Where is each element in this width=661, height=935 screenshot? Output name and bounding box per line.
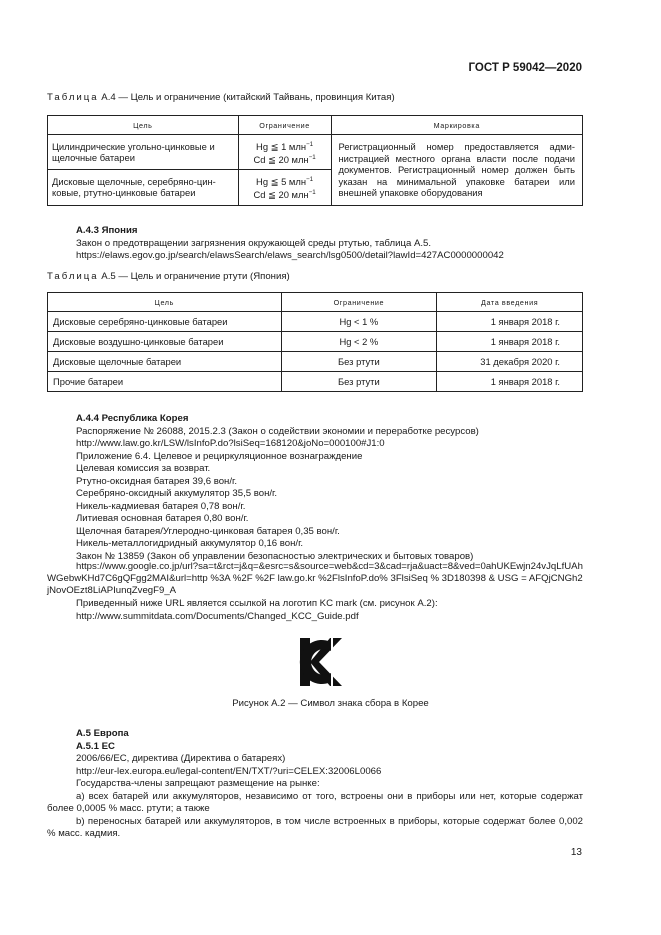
section-japan — [76, 225, 504, 263]
table-a4-header-row — [48, 116, 583, 135]
table-cell-goal: Дисковые щелочные, серебряно-цинковые, ртутно-цинковые батареи — [48, 170, 239, 205]
limit-exponent: −1 — [308, 154, 316, 162]
limit-cd: Cd ≦ 20 млн — [253, 154, 309, 166]
table-a5-header-goal: Цель — [48, 293, 282, 312]
table-a4-header-goal: Цель — [48, 116, 239, 135]
list-item: Закон № 13859 (Закон об управлении безопасностью электрических и бытовых товаров) — [76, 550, 474, 562]
list-item: Распоряжение № 26088, 2015.2.3 (Закон о содействии экономии и переработке ресурсов) — [76, 425, 479, 437]
limit-hg: Hg ≦ 5 млн — [256, 175, 307, 187]
table-a4-header-limit: Ограничение — [238, 116, 331, 135]
paragraph: Приведенный ниже URL является ссылкой на логотип KC mark (см. рисунок А.2): — [76, 598, 438, 609]
list-item: Приложение 6.4. Целевое и рециркуляционное вознаграждение — [76, 450, 363, 462]
table-cell-limit: Hg < 1 % — [281, 312, 437, 332]
table-row — [48, 332, 583, 352]
table-cell-limit: Hg < 2 % — [281, 332, 437, 352]
table-cell-goal: Дисковые воздушно-цинковые батареи — [48, 332, 282, 352]
table-cell-limit — [238, 170, 331, 205]
list-item: Целевая комиссия за возврат. — [76, 463, 211, 474]
figure-caption: Рисунок А.2 — Символ знака сбора в Корее — [232, 698, 429, 709]
table-cell-goal: Дисковые щелочные батареи — [48, 352, 282, 372]
europe-item-a: a) всех батарей или аккумуляторов, независимо от того, встроены они в приборы или нет, которые содержат более 0,0005 % масс. ртути; а также — [47, 791, 583, 814]
table-a4-caption-text: А.4 — Цель и ограничение (китайский Тайвань, провинция Китая) — [98, 92, 395, 103]
table-a4-caption-prefix: Таблица — [47, 92, 99, 103]
kc-mark-logo — [297, 634, 357, 695]
limit-hg: Hg ≦ 1 млн — [256, 140, 307, 152]
table-row — [48, 135, 583, 170]
section-korea — [76, 413, 479, 563]
list-item: Государства-члены запрещают размещение на рынке: — [76, 778, 320, 789]
table-cell-date: 31 декабря 2020 г. — [437, 352, 583, 372]
table-a5-header-date: Дата введения — [437, 293, 583, 312]
page-number: 13 — [570, 847, 582, 858]
table-cell-limit — [238, 135, 331, 170]
kc-mark-icon — [297, 634, 357, 690]
url-text: https://elaws.egov.go.jp/search/elawsSearch/elaws_search/lsg0500/detail?lawId=427AC0000000042 — [76, 250, 504, 261]
google-url-text: https://www.google.co.jp/url?sa=t&rct=j&q=&esrc=s&source=web&cd=3&cad=rja&uact=8&ved=0ahUKEwjn24vJqLfUAhWGebwKHd7C6gQFgg2MAI&url=http %3A %2F %2F law.go.kr %2FlsInfoP.do% 3FlsiSeq % 3D180398 & USG = AFQjCNGh2jNovOEzt8LiAPIunqZvegF9_A — [47, 561, 583, 596]
limit-exponent: −1 — [308, 189, 316, 197]
section-heading: А.4.3 Япония — [76, 225, 138, 236]
paragraph: Закон о предотвращении загрязнения окружающей среды ртутью, таблица А.5. — [76, 237, 432, 249]
list-item: Щелочная батарея/Углеродно-цинковая батарея 0,35 вон/г. — [76, 525, 340, 537]
table-a5-caption-text: А.5 — Цель и ограничение ртути (Япония) — [98, 271, 290, 282]
table-row — [48, 372, 583, 392]
table-a5-header-row — [48, 293, 583, 312]
kc-reference — [76, 598, 438, 623]
table-cell-goal: Дисковые серебряно-цинковые батареи — [48, 312, 282, 332]
list-item: Литиевая основная батарея 0,80 вон/г. — [76, 513, 249, 524]
url-text: http://www.law.go.kr/LSW/lsInfoP.do?lsiSeq=168120&joNo=000100#J1:0 — [76, 438, 385, 449]
url-text: http://www.summitdata.com/Documents/Changed_KCC_Guide.pdf — [76, 610, 359, 622]
table-a5 — [47, 292, 583, 392]
table-cell-date: 1 января 2018 г. — [437, 372, 583, 392]
limit-exponent: −1 — [306, 175, 314, 183]
list-item: Ртутно-оксидная батарея 39,6 вон/г. — [76, 475, 237, 487]
table-cell-marking: Регистрационный номер предоставляется администрацией местного органа власти после подачи документов. Регистрационный номер должен быть указан на минимальной упаковке батареи или внешней упаковке оборудования — [331, 135, 583, 206]
table-a4-header-marking: Маркировка — [331, 116, 583, 135]
table-row — [48, 352, 583, 372]
table-cell-limit: Без ртути — [281, 372, 437, 392]
table-a5-caption — [47, 271, 290, 282]
section-europe — [76, 728, 583, 791]
limit-cd: Cd ≦ 20 млн — [253, 189, 309, 201]
limit-exponent: −1 — [306, 140, 314, 148]
table-a4-caption — [47, 92, 395, 103]
table-a5-caption-prefix: Таблица — [47, 271, 99, 282]
table-cell-limit: Без ртути — [281, 352, 437, 372]
list-item: Никель-кадмиевая батарея 0,78 вон/г. — [76, 500, 246, 512]
table-cell-goal: Цилиндрические угольно-цинковые и щелочные батареи — [48, 135, 239, 170]
table-a4 — [47, 115, 583, 206]
standard-number: ГОСТ Р 59042—2020 — [468, 62, 582, 74]
subsection-heading: А.5.1 ЕС — [76, 740, 115, 752]
list-item: Никель-металлогидридный аккумулятор 0,16 вон/г. — [76, 538, 304, 549]
table-cell-date: 1 января 2018 г. — [437, 312, 583, 332]
section-heading: А.4.4 Республика Корея — [76, 413, 189, 424]
section-heading: А.5 Европа — [76, 728, 129, 739]
list-item: 2006/66/EC, директива (Директива о батареях) — [76, 753, 286, 764]
list-item: Серебряно-оксидный аккумулятор 35,5 вон/г. — [76, 488, 278, 499]
table-a5-header-limit: Ограничение — [281, 293, 437, 312]
europe-item-b: b) переносных батарей или аккумуляторов, в том числе встроенных в приборы, которые содержат более 0,002 % масс. кадмия. — [47, 816, 583, 839]
url-text: http://eur-lex.europa.eu/legal-content/EN/TXT/?uri=CELEX:32006L0066 — [76, 765, 382, 777]
table-row — [48, 312, 583, 332]
table-cell-date: 1 января 2018 г. — [437, 332, 583, 352]
table-cell-goal: Прочие батареи — [48, 372, 282, 392]
